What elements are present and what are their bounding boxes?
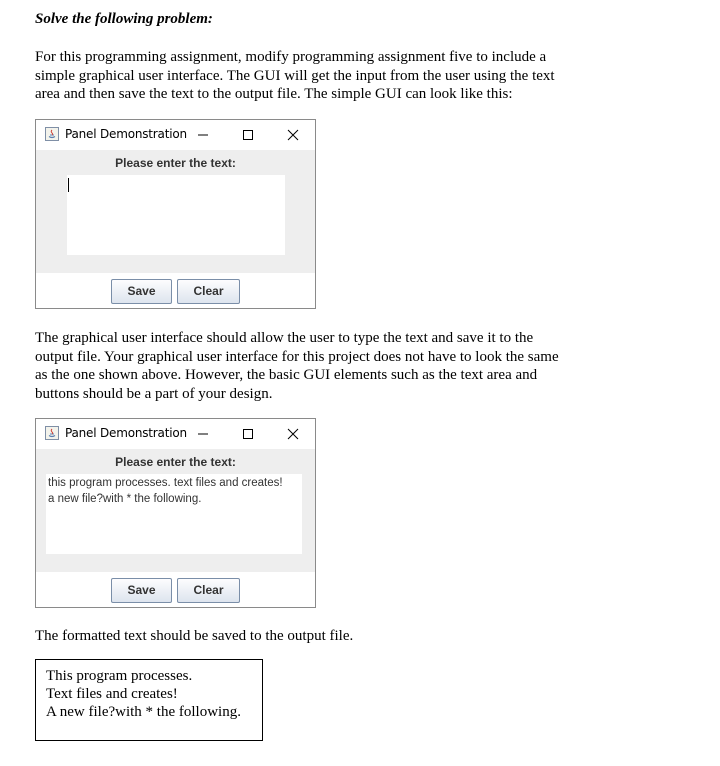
close-icon[interactable] [282, 424, 304, 444]
close-icon[interactable] [282, 125, 304, 145]
final-sentence [35, 627, 353, 646]
window-titlebar [36, 120, 315, 150]
enter-text-label: Please enter the text: [115, 156, 236, 170]
panel-demo-window-filled [35, 418, 316, 608]
intro-line: simple graphical user interface. The GUI will get the input from the user using the text [35, 67, 555, 84]
middle-paragraph [35, 329, 559, 403]
java-app-icon [45, 127, 59, 141]
output-file-box [35, 659, 263, 741]
text-caret [68, 178, 69, 192]
text-area-line: this program processes. text files and creates! [48, 477, 283, 489]
problem-heading: Solve the following problem: [35, 11, 213, 27]
maximize-icon[interactable] [237, 125, 259, 145]
window-title: Panel Demonstration [65, 426, 187, 440]
window-title: Panel Demonstration [65, 127, 187, 141]
button-row [36, 572, 315, 607]
clear-button[interactable]: Clear [177, 578, 240, 603]
save-button[interactable]: Save [111, 279, 172, 304]
minimize-icon[interactable] [192, 424, 214, 444]
output-line: A new file?with * the following. [46, 704, 241, 720]
maximize-icon[interactable] [237, 424, 259, 444]
text-area[interactable] [67, 175, 285, 255]
output-line: This program processes. [46, 668, 193, 684]
intro-line: area and then save the text to the output file. The simple GUI can look like this: [35, 86, 513, 102]
output-line: Text files and creates! [46, 686, 178, 702]
window-titlebar [36, 419, 315, 449]
middle-line: buttons should be a part of your design. [35, 385, 273, 402]
text-area-line: a new file?with * the following. [48, 493, 202, 505]
save-button[interactable]: Save [111, 578, 172, 603]
enter-text-label: Please enter the text: [115, 455, 236, 469]
minimize-icon[interactable] [192, 125, 214, 145]
window-content [36, 150, 315, 273]
window-content [36, 449, 315, 572]
java-app-icon [45, 426, 59, 440]
final-line: The formatted text should be saved to the output file. [35, 628, 354, 644]
intro-line: For this programming assignment, modify programming assignment five to include a [35, 49, 547, 65]
middle-line: The graphical user interface should allow the user to type the text and save it to the [35, 330, 534, 346]
panel-demo-window-empty [35, 119, 316, 309]
text-area[interactable] [46, 474, 302, 554]
middle-line: output file. Your graphical user interface for this project does not have to look the same [35, 348, 559, 365]
middle-line: as the one shown above. However, the basic GUI elements such as the text area and [35, 367, 538, 383]
intro-paragraph [35, 48, 555, 104]
button-row [36, 273, 315, 308]
clear-button[interactable]: Clear [177, 279, 240, 304]
